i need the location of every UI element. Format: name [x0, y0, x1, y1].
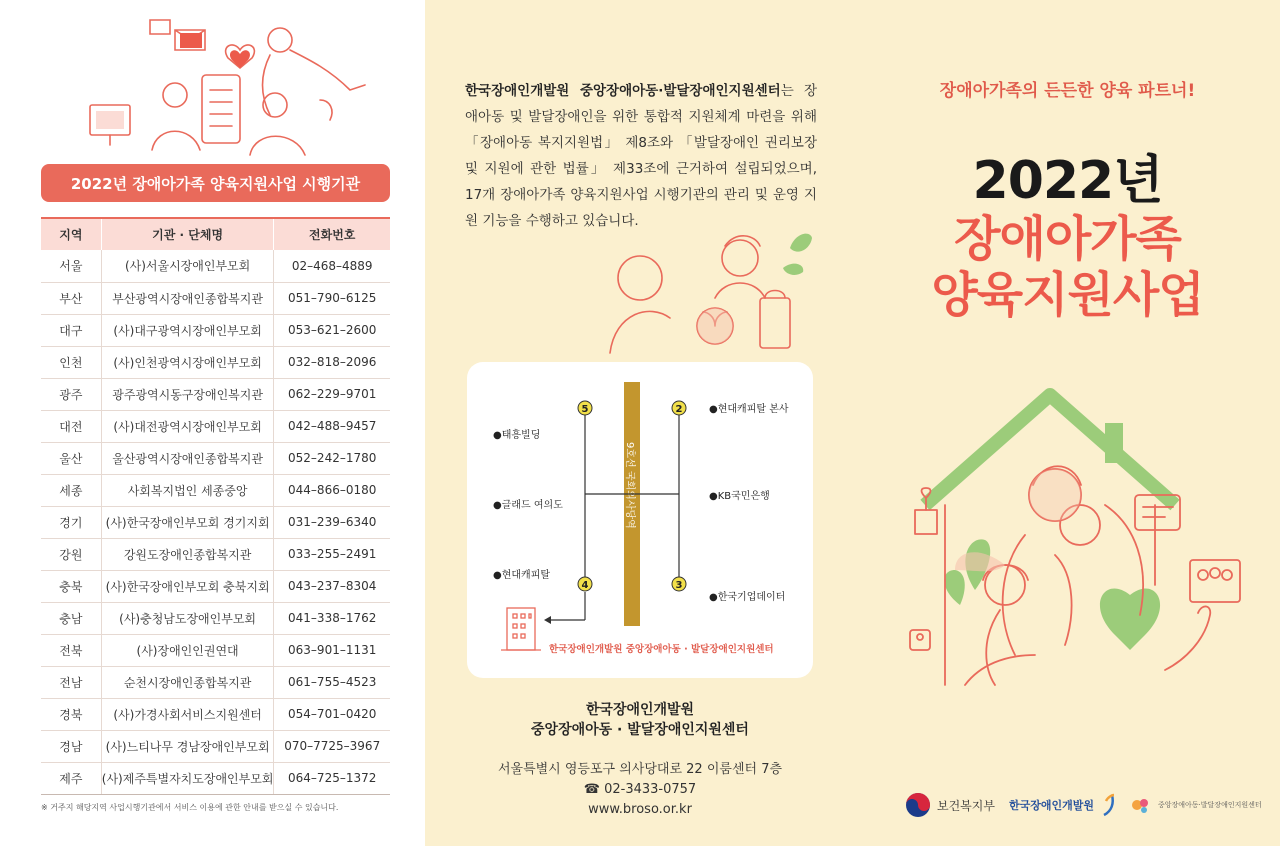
address: 서울특별시 영등포구 의사당대로 22 이룸센터 7층 — [497, 762, 783, 777]
exit-5-label: 5 — [581, 404, 589, 415]
cell-region: 충북 — [41, 570, 101, 602]
cell-institution: (사)제주특별자치도장애인부모회 — [101, 762, 274, 794]
table-row — [41, 698, 390, 730]
cell-institution: (사)한국장애인부모회 경기지회 — [101, 506, 274, 538]
cell-region: 대전 — [41, 410, 101, 442]
table-row — [41, 410, 390, 442]
map-drawing — [467, 362, 813, 678]
cell-institution: 울산광역시장애인종합복지관 — [101, 442, 274, 474]
cell-region: 전남 — [41, 666, 101, 698]
cell-region: 대구 — [41, 314, 101, 346]
ministry-logo — [905, 792, 995, 818]
center-mark-icon — [1130, 795, 1152, 815]
family-house-illustration — [905, 385, 1250, 690]
landmark-taeheung: ●태흥빌딩 — [493, 430, 541, 441]
landmark-kb: ●KB국민은행 — [709, 491, 770, 502]
cell-region: 강원 — [41, 538, 101, 570]
cell-phone: 063–901–1131 — [274, 634, 390, 666]
cell-region: 서울 — [41, 250, 101, 282]
people-communication-illustration — [80, 10, 370, 160]
station-name: 9호선 국회의사당역 — [624, 442, 635, 529]
exit-3-label: 3 — [675, 580, 683, 591]
cell-region: 제주 — [41, 762, 101, 794]
intro-paragraph — [465, 78, 817, 234]
cell-phone: 031–239–6340 — [274, 506, 390, 538]
cell-institution: (사)충청남도장애인부모회 — [101, 602, 274, 634]
tagline: 장애아가족의 든든한 양육 파트너! — [939, 81, 1196, 101]
center-logo-name: 중앙장애아동·발달장애인지원센터 — [1157, 801, 1262, 809]
cell-phone: 051–790–6125 — [274, 282, 390, 314]
cell-phone: 032–818–2096 — [274, 346, 390, 378]
cell-region: 부산 — [41, 282, 101, 314]
cell-phone: 062–229–9701 — [274, 378, 390, 410]
table-row — [41, 314, 390, 346]
cell-phone: 061–755–4523 — [274, 666, 390, 698]
landmark-kodata: ●한국기업데이터 — [709, 592, 786, 603]
institution-panel — [0, 0, 425, 846]
title-line2: 장애아가족 — [954, 211, 1181, 267]
institution-banner: 2022년 장애아가족 양육지원사업 시행기관 — [41, 164, 390, 202]
table-row — [41, 442, 390, 474]
table-row — [41, 474, 390, 506]
cell-institution: 강원도장애인종합복지관 — [101, 538, 274, 570]
cover-panel — [855, 0, 1280, 846]
cell-phone: 052–242–1780 — [274, 442, 390, 474]
cell-phone: 053–621–2600 — [274, 314, 390, 346]
center-name-line2: 중앙장애아동 · 발달장애인지원센터 — [531, 722, 749, 738]
intro-body: 는 장애아동 및 발달장애인을 위한 통합적 지원체계 마련을 위해 「장애아동 복지지원법」 제8조와 「발달장애인 권리보장 및 지원에 관한 법률」 제33조에 근거하여 설립되었으며, 17개 장애아가족 양육지원사업 시행기관의 관리 및 운영 지원 기능을 수행하고 있습니다. — [465, 83, 817, 229]
contact-block — [425, 760, 855, 820]
cell-institution: (사)장애인인권연대 — [101, 634, 274, 666]
cell-phone: 033–255–2491 — [274, 538, 390, 570]
cell-region: 경기 — [41, 506, 101, 538]
cell-institution: (사)느티나무 경남장애인부모회 — [101, 730, 274, 762]
table-footnote: ※ 거주지 해당지역 사업시행기관에서 서비스 이용에 관한 안내를 받으실 수 있습니다. — [41, 803, 339, 812]
center-name-line1: 한국장애인개발원 — [585, 702, 695, 718]
center-logo — [1130, 795, 1262, 815]
arrow-head — [544, 616, 551, 624]
title-year: 2022년 — [972, 151, 1163, 211]
exit-2-label: 2 — [675, 404, 683, 415]
cell-institution: (사)대구광역시장애인부모회 — [101, 314, 274, 346]
exit-4-label: 4 — [581, 580, 589, 591]
cell-phone: 070–7725–3967 — [274, 730, 390, 762]
cell-region: 광주 — [41, 378, 101, 410]
table-row — [41, 570, 390, 602]
column-header-institution: 기관 · 단체명 — [101, 218, 274, 250]
table-row — [41, 346, 390, 378]
intro-panel — [425, 0, 855, 846]
center-name-block — [425, 700, 855, 740]
cell-region: 경북 — [41, 698, 101, 730]
table-row — [41, 666, 390, 698]
cell-institution: (사)한국장애인부모회 충북지회 — [101, 570, 274, 602]
cell-institution: (사)인천광역시장애인부모회 — [101, 346, 274, 378]
cell-institution: 사회복지법인 세종중앙 — [101, 474, 274, 506]
ministry-name: 보건복지부 — [937, 798, 995, 813]
cell-region: 충남 — [41, 602, 101, 634]
kodaf-logo — [1009, 793, 1116, 817]
cell-region: 인천 — [41, 346, 101, 378]
table-row — [41, 506, 390, 538]
building-icon — [501, 608, 541, 650]
title-line3: 양육지원사업 — [931, 267, 1204, 323]
cell-region: 세종 — [41, 474, 101, 506]
cell-phone: 041–338–1762 — [274, 602, 390, 634]
table-row — [41, 538, 390, 570]
cell-institution: 광주광역시동구장애인복지관 — [101, 378, 274, 410]
cell-institution: 부산광역시장애인종합복지관 — [101, 282, 274, 314]
cell-region: 전북 — [41, 634, 101, 666]
logo-strip — [905, 785, 1262, 825]
table-header-row — [41, 218, 390, 250]
cell-phone: 043–237–8304 — [274, 570, 390, 602]
cell-phone: 064–725–1372 — [274, 762, 390, 794]
landmark-hyundai-hq: ●현대캐피탈 본사 — [709, 404, 789, 415]
table-row — [41, 602, 390, 634]
institution-table-body — [41, 250, 390, 794]
cell-institution: 순천시장애인종합복지관 — [101, 666, 274, 698]
table-row — [41, 730, 390, 762]
table-row — [41, 762, 390, 794]
landmark-hyundai-capital: ●현대캐피탈 — [493, 570, 551, 581]
table-row — [41, 634, 390, 666]
cell-institution: (사)대전광역시장애인부모회 — [101, 410, 274, 442]
cell-institution: (사)서울시장애인부모회 — [101, 250, 274, 282]
table-row — [41, 282, 390, 314]
table-row — [41, 378, 390, 410]
intro-center-name: 한국장애인개발원 중앙장애아동·발달장애인지원센터 — [465, 83, 781, 99]
cell-phone: 042–488–9457 — [274, 410, 390, 442]
kodaf-name: 한국장애인개발원 — [1008, 799, 1094, 812]
location-map — [467, 362, 813, 678]
website-link[interactable]: www.broso.or.kr — [588, 802, 692, 817]
kodaf-mark-icon — [1100, 793, 1116, 817]
phone-number: ☎ 02-3433-0757 — [583, 782, 697, 797]
cell-region: 경남 — [41, 730, 101, 762]
destination-label: 한국장애인개발원 중앙장애아동 · 발달장애인지원센터 — [549, 644, 774, 655]
landmark-glad: ●글래드 여의도 — [493, 500, 563, 511]
cell-phone: 044–866–0180 — [274, 474, 390, 506]
taegeuk-icon — [905, 792, 931, 818]
cell-region: 울산 — [41, 442, 101, 474]
cell-phone: 02–468–4889 — [274, 250, 390, 282]
column-header-phone: 전화번호 — [274, 218, 390, 250]
institution-table — [41, 217, 390, 795]
column-header-region: 지역 — [41, 218, 101, 250]
plant-care-illustration — [605, 228, 815, 358]
table-row — [41, 250, 390, 282]
cell-institution: (사)가경사회서비스지원센터 — [101, 698, 274, 730]
cell-phone: 054–701–0420 — [274, 698, 390, 730]
